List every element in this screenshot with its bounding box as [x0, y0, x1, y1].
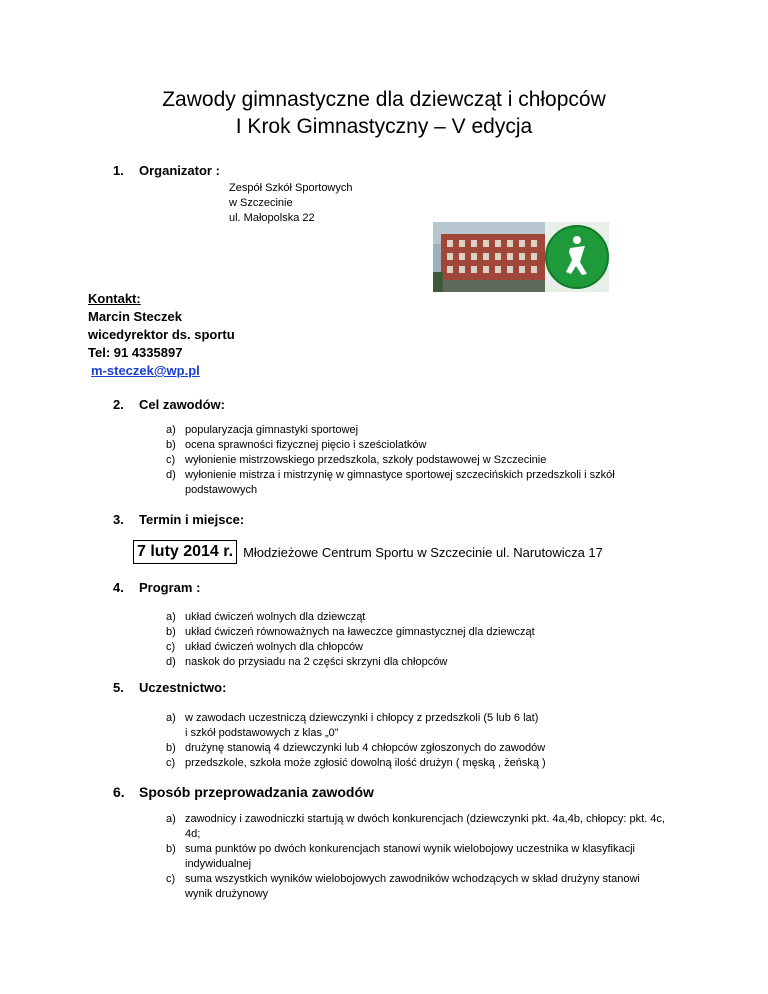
list-text: naskok do przysiadu na 2 części skrzyni dla chłopców: [185, 656, 448, 668]
title-line-2: I Krok Gimnastyczny – V edycja: [235, 115, 533, 138]
date-box: [133, 540, 237, 564]
list-letter: c): [166, 454, 176, 466]
list-text: wyłonienie mistrza i mistrzynię w gimnastyce sportowej szczecińskich przedszkoli i szkół podstawowych: [185, 469, 615, 496]
organizer-line-3: ul. Małopolska 22: [229, 212, 315, 224]
list-text: zawodnicy i zawodniczki startują w dwóch konkurencjach (dziewczynki pkt. 4a,4b, chłopcy: pkt. 4c, 4d;: [185, 813, 665, 840]
list-text: suma punktów po dwóch konkurencjach stanowi wynik wielobojowy uczestnika w klasyfikacji indywidualnej: [185, 843, 635, 870]
list-item: [166, 423, 666, 438]
section-3-number: 3.: [113, 512, 124, 527]
list-item: [166, 756, 666, 771]
list-item: [166, 625, 666, 640]
list-item: [166, 453, 666, 468]
date-suffix: r.: [223, 543, 234, 560]
contact-name: Marcin Steczek: [88, 309, 182, 324]
list-item: [166, 812, 666, 842]
list-letter: d): [166, 469, 176, 481]
list-letter: a): [166, 712, 176, 724]
list-letter: b): [166, 742, 176, 754]
section-6-title: Sposób przeprowadzania zawodów: [139, 784, 374, 800]
section-2-heading: [113, 397, 225, 412]
section-5-number: 5.: [113, 680, 124, 695]
list-text: układ ćwiczeń równoważnych na ławeczce gimnastycznej dla dziewcząt: [185, 626, 535, 638]
title-line-1: Zawody gimnastyczne dla dziewcząt i chłopców: [162, 88, 606, 111]
section-4-heading: [113, 580, 200, 595]
section-5-title: Uczestnictwo:: [139, 680, 227, 695]
list-letter: a): [166, 611, 176, 623]
participation-list: [166, 711, 666, 771]
list-item: [166, 741, 666, 756]
list-letter: b): [166, 843, 176, 855]
list-text: suma wszystkich wyników wielobojowych zawodników wchodzących w skład drużyny stanowi wynik drużynowy: [185, 873, 640, 900]
list-item: [166, 610, 666, 625]
list-item: [166, 640, 666, 655]
list-text: ocena sprawności fizycznej pięcio i sześciolatków: [185, 439, 427, 451]
list-item: [166, 872, 666, 902]
goals-list: [166, 423, 666, 498]
section-1-number: 1.: [113, 163, 124, 178]
section-6-number: 6.: [113, 784, 125, 800]
list-text-continued: i szkół podstawowych z klas „0”: [185, 727, 339, 739]
list-text: układ ćwiczeń wolnych dla chłopców: [185, 641, 363, 653]
list-item: [166, 438, 666, 453]
section-1-heading: [113, 163, 220, 178]
list-item: [166, 468, 666, 498]
list-item: [166, 842, 666, 872]
section-3-title: Termin i miejsce:: [139, 512, 245, 527]
contact-block: [88, 290, 235, 380]
list-item: [166, 655, 666, 670]
section-2-number: 2.: [113, 397, 124, 412]
organizer-line-2: w Szczecinie: [229, 197, 293, 209]
date-place: Młodzieżowe Centrum Sportu w Szczecinie ul. Narutowicza 17: [243, 544, 603, 560]
section-2-title: Cel zawodów:: [139, 397, 225, 412]
list-letter: d): [166, 656, 176, 668]
organizer-block: [229, 181, 353, 226]
section-1-title: Organizator :: [139, 163, 220, 178]
contact-phone: Tel: 91 4335897: [88, 345, 183, 360]
list-letter: b): [166, 626, 176, 638]
date-line: [133, 540, 603, 564]
section-5-heading: [113, 680, 226, 695]
list-letter: b): [166, 439, 176, 451]
contact-label: Kontakt:: [88, 291, 141, 306]
contact-email-link[interactable]: m-steczek@wp.pl: [91, 363, 200, 378]
program-list: [166, 610, 666, 670]
list-item: [166, 711, 666, 741]
list-text: popularyzacja gimnastyki sportowej: [185, 424, 359, 436]
list-text: przedszkole, szkoła może zgłosić dowolną ilość drużyn ( męską , żeńską ): [185, 757, 546, 769]
organizer-line-1: Zespół Szkół Sportowych: [229, 182, 353, 194]
school-photo: [433, 222, 609, 292]
list-letter: c): [166, 873, 176, 885]
section-4-number: 4.: [113, 580, 124, 595]
list-text: wyłonienie mistrzowskiego przedszkola, szkoły podstawowej w Szczecinie: [185, 454, 547, 466]
section-6-heading: [113, 784, 374, 800]
contact-role: wicedyrektor ds. sportu: [88, 327, 235, 342]
list-text: drużynę stanowią 4 dziewczynki lub 4 chłopców zgłoszonych do zawodów: [185, 742, 546, 754]
procedure-list: [166, 812, 666, 902]
list-letter: a): [166, 813, 176, 825]
list-letter: a): [166, 424, 176, 436]
date-day: 7 luty 2014: [137, 543, 219, 560]
list-text: układ ćwiczeń wolnych dla dziewcząt: [185, 611, 366, 623]
list-text: w zawodach uczestniczą dziewczynki i chłopcy z przedszkoli (5 lub 6 lat): [185, 712, 539, 724]
list-letter: c): [166, 641, 176, 653]
section-4-title: Program :: [139, 580, 201, 595]
list-letter: c): [166, 757, 176, 769]
section-3-heading: [113, 512, 244, 527]
